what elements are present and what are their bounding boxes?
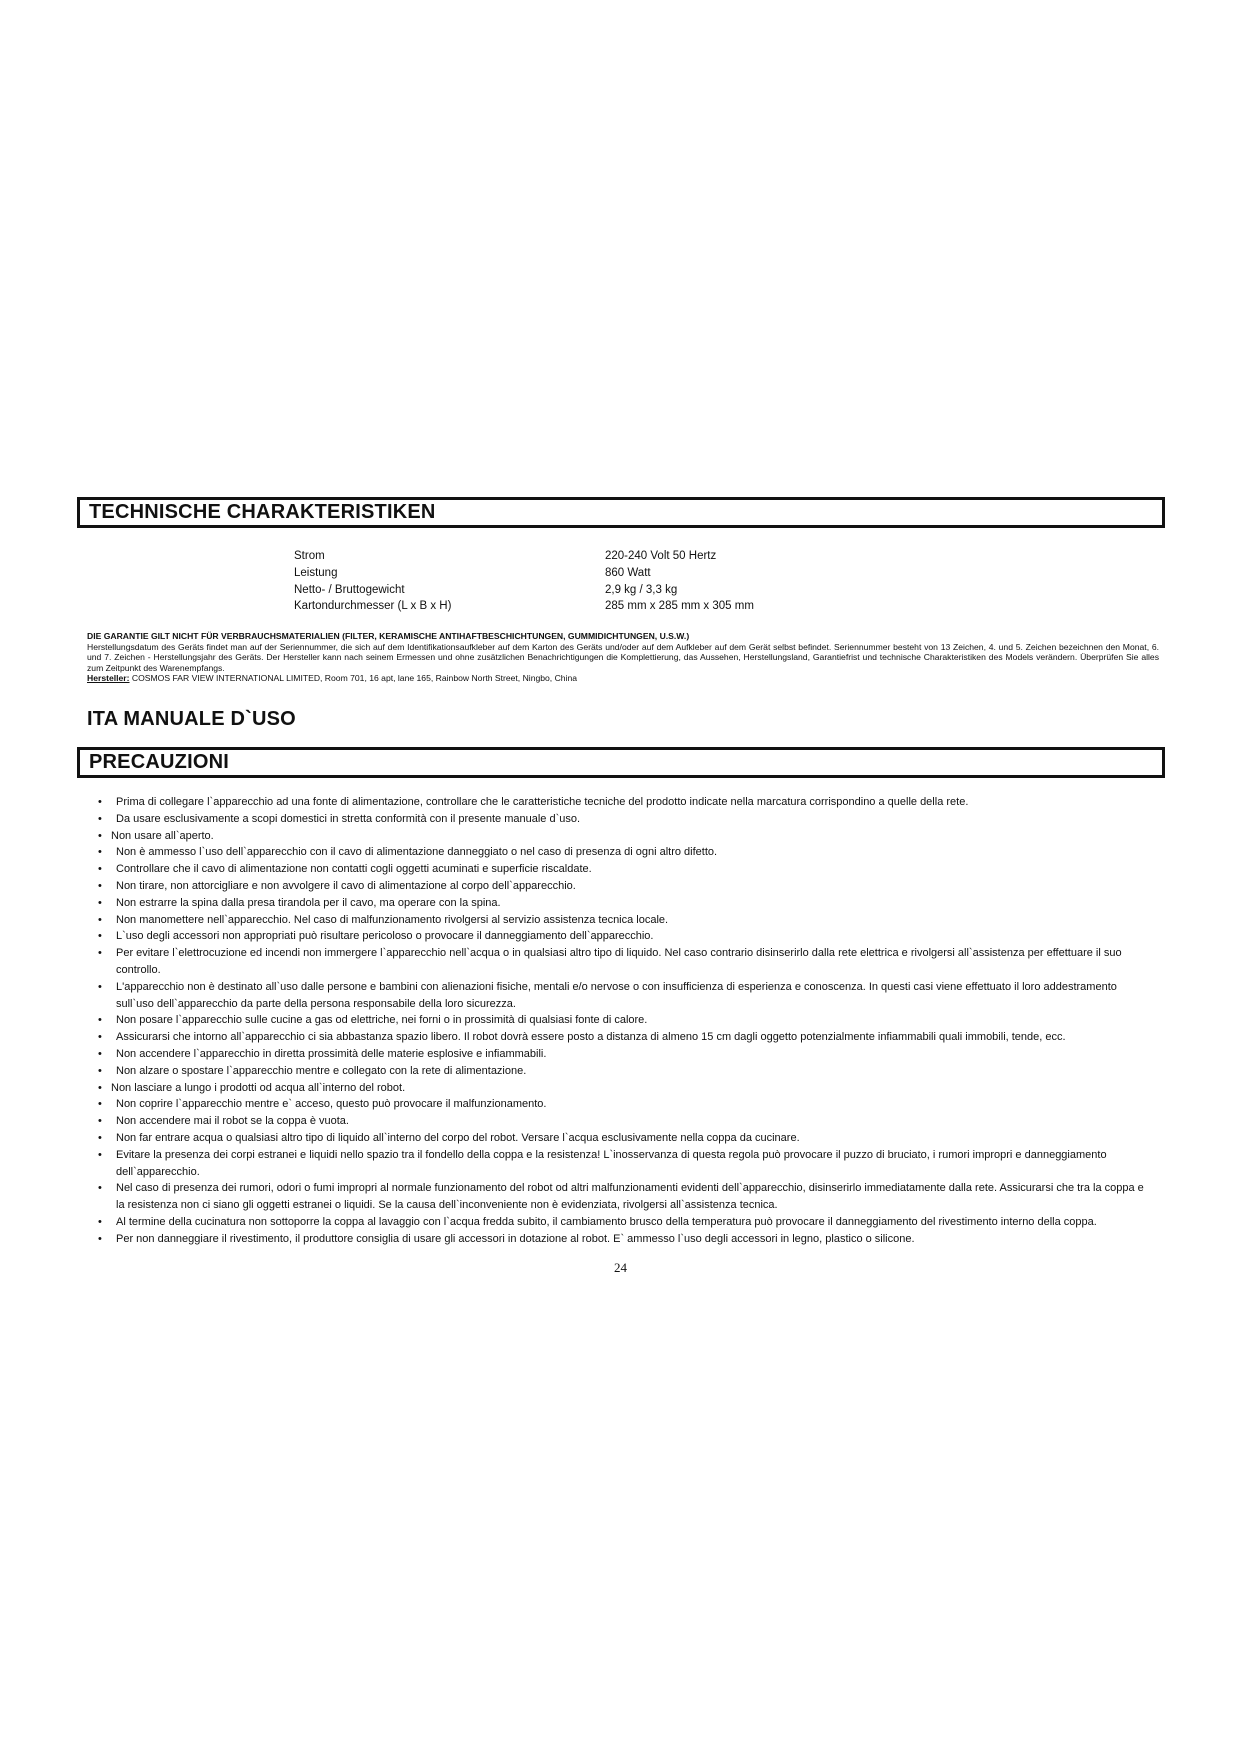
bullet-icon: •: [98, 1047, 102, 1060]
bullet-icon: •: [98, 796, 102, 808]
precaution-text: Non tirare, non attorcigliare e non avvolgere il cavo di alimentazione al corpo dell`apparecchio.: [116, 879, 576, 892]
precaution-text: Non è ammesso l`uso dell`apparecchio con il cavo di alimentazione danneggiato o nel caso di presenza di ogni altro difetto.: [116, 846, 718, 859]
spec-row: [294, 582, 754, 599]
manufacturer-text: COSMOS FAR VIEW INTERNATIONAL LIMITED, Room 701, 16 apt, lane 165, Rainbow North Street, Ningbo, China: [129, 673, 578, 683]
precaution-text: Non far entrare acqua o qualsiasi altro tipo di liquido all`interno del corpo del robot. Versare l`acqua esclusivamente nella coppa da cucinare.: [116, 1131, 800, 1144]
list-item: [96, 1096, 1146, 1113]
warranty-title: DIE GARANTIE GILT NICHT FÜR VERBRAUCHSMATERIALIEN (FILTER, KERAMISCHE ANTIHAFTBESCHICHTUNGEN, GUMMIDICHTUNGEN, U.S.W.): [87, 631, 690, 641]
bullet-icon: •: [98, 829, 102, 842]
technical-characteristics-header: TECHNISCHE CHARAKTERISTIKEN: [77, 497, 1165, 528]
bullet-icon: •: [98, 1215, 102, 1228]
list-item: [96, 1046, 1146, 1063]
bullet-icon: •: [98, 1081, 102, 1094]
precaution-text: L`uso degli accessori non appropriati può risultare pericoloso o provocare il danneggiamento dell`apparecchio.: [116, 930, 654, 943]
precaution-text: Controllare che il cavo di alimentazione non contatti cogli oggetti acuminati e superficie riscaldate.: [116, 863, 592, 876]
bullet-icon: •: [98, 812, 102, 825]
precaution-text: L'apparecchio non è destinato all`uso dalle persone e bambini con alienazioni fisiche, mentali e/o nervose o con insufficienza di esperienza e conoscenza. In questi casi viene effettuato il loro addestramento sull`uso dell`apparecchio da parte della persona responsabile della loro sicurezza.: [116, 980, 1117, 1010]
bullet-icon: •: [98, 930, 102, 943]
precaution-text: Non estrarre la spina dalla presa tirandola per il cavo, ma operare con la spina.: [116, 896, 501, 909]
list-item: [96, 794, 1146, 811]
bullet-icon: •: [98, 896, 102, 909]
bullet-icon: •: [98, 913, 102, 926]
spec-row: [294, 565, 754, 582]
precaution-text: Per evitare l`elettrocuzione ed incendi non immergere l`apparecchio nell`acqua o in qualsiasi altro tipo di liquido. Nel caso contrario disinserirlo dalla rete elettrica e rivolgersi all`assistenza per effettuare il suo controllo.: [116, 947, 1122, 976]
spec-label: Kartondurchmesser (L x B x H): [294, 600, 452, 612]
precaution-text: Non accendere l`apparecchio in diretta prossimità delle materie esplosive e infiammabili.: [116, 1047, 547, 1060]
list-item: [96, 979, 1146, 1013]
spec-row: [294, 548, 754, 565]
list-item: [96, 1180, 1146, 1214]
list-item: [96, 844, 1146, 861]
precaution-text: Non accendere mai il robot se la coppa è vuota.: [116, 1115, 349, 1128]
spec-label: Netto- / Bruttogewicht: [294, 584, 405, 596]
bullet-icon: •: [98, 1182, 102, 1195]
bullet-icon: •: [98, 846, 102, 859]
precaution-text: Assicurarsi che intorno all`apparecchio ci sia abbastanza spazio libero. Il robot dovrà essere posto a distanza di almeno 15 cm dagli oggetto potenzialmente infiammabili quali immobili, tende, ecc.: [116, 1031, 1066, 1044]
precaution-text: Non lasciare a lungo i prodotti od acqua all`interno del robot.: [111, 1081, 406, 1094]
bullet-icon: •: [98, 1115, 102, 1128]
bullet-icon: •: [98, 980, 102, 993]
list-item: [96, 828, 1146, 845]
list-item: [96, 878, 1146, 895]
list-item: [96, 1231, 1146, 1248]
ita-manual-title: ITA MANUALE D`USO: [87, 708, 296, 730]
precaution-text: Non posare l`apparecchio sulle cucine a gas od elettriche, nei forni o in prossimità di qualsiasi fonte di calore.: [116, 1014, 648, 1027]
list-item: [96, 1080, 1146, 1097]
spec-value: 220-240 Volt 50 Hertz: [605, 550, 717, 562]
precaution-text: Non alzare o spostare l`apparecchio mentre e collegato con la rete di alimentazione.: [116, 1064, 527, 1077]
page-number: 24: [614, 1260, 627, 1275]
precaution-text: Evitare la presenza dei corpi estranei e liquidi nello spazio tra il fondello della coppa e la resistenza! L`inosservanza di questa regola può provocare il puzzo di bruciato, i rumori impropri e danneggiamento dell`apparecchio.: [116, 1148, 1107, 1178]
precaution-text: Per non danneggiare il rivestimento, il produttore consiglia di usare gli accessori in dotazione al robot. E` ammesso l`uso degli accessori in legno, plastico o silicone.: [116, 1232, 915, 1245]
manufacturer-label: Hersteller:: [87, 673, 130, 683]
list-item: [96, 1147, 1146, 1181]
precaution-text: Al termine della cucinatura non sottoporre la coppa al lavaggio con l`acqua fredda subito, il cambiamento brusco della temperatura può provocare il danneggiamento del rivestimento interno della coppa.: [116, 1215, 1097, 1228]
spec-row: [294, 598, 754, 615]
manufacturer-line: [87, 673, 1159, 684]
bullet-icon: •: [98, 863, 102, 876]
warranty-notice: [87, 631, 1159, 684]
precaution-text: Non coprire l`apparecchio mentre e` acceso, questo può provocare il malfunzionamento.: [116, 1098, 547, 1111]
list-item: [96, 1029, 1146, 1046]
warranty-text: Herstellungsdatum des Geräts findet man auf der Seriennummer, die sich auf dem Identifikationsaufkleber auf dem Karton des Geräts und/oder auf dem Aufkleber auf dem Gerät selbst befindet. Seriennummer besteht von 13 Zeichen, 4. und 5. Zeichen bezeichnen den Monat, 6. und 7. Zeichen - Herstellungsjahr des Geräts. Der Hersteller kann nach seinem Ermessen und ohne zusätzlichen Benachrichtigungen die Komplettierung, das Aussehen, Herstellungsland, Garantiefrist und technische Charakteristiken des Models verändern. Überprüfen Sie alles zum Zeitpunkt des Warenempfangs.: [87, 641, 1159, 673]
list-item: [96, 1214, 1146, 1231]
list-item: [96, 945, 1146, 979]
spec-label: Leistung: [294, 567, 338, 579]
list-item: [96, 895, 1146, 912]
list-item: [96, 811, 1146, 828]
precaution-text: Non manomettere nell`apparecchio. Nel caso di malfunzionamento rivolgersi al servizio assistenza tecnica locale.: [116, 913, 669, 926]
list-item: [96, 861, 1146, 878]
list-item: [96, 1130, 1146, 1147]
bullet-icon: •: [98, 1014, 102, 1027]
spec-table: [294, 548, 754, 615]
precaution-text: Prima di collegare l`apparecchio ad una fonte di alimentazione, controllare che le caratteristiche tecniche del prodotto indicate nella marcatura corrispondino a quelle della rete.: [116, 796, 969, 808]
precautions-header: PRECAUZIONI: [77, 747, 1165, 778]
spec-value: 285 mm x 285 mm x 305 mm: [605, 600, 754, 612]
bullet-icon: •: [98, 1064, 102, 1077]
bullet-icon: •: [98, 1131, 102, 1144]
spec-value: 2,9 kg / 3,3 kg: [605, 584, 678, 596]
list-item: [96, 1063, 1146, 1080]
spec-value: 860 Watt: [605, 567, 651, 579]
bullet-icon: •: [98, 947, 102, 960]
list-item: [96, 1113, 1146, 1130]
precautions-list: [96, 794, 1146, 1248]
bullet-icon: •: [98, 1232, 102, 1245]
bullet-icon: •: [98, 1098, 102, 1111]
precaution-text: Non usare all`aperto.: [111, 829, 214, 842]
precaution-text: Da usare esclusivamente a scopi domestici in stretta conformità con il presente manuale d`uso.: [116, 812, 581, 825]
list-item: [96, 1012, 1146, 1029]
precaution-text: Nel caso di presenza dei rumori, odori o fumi impropri al normale funzionamento del robot od altri malfunzionamenti evidenti dell`apparecchio, disinserirlo immediatamente dalla rete. Assicurarsi che tra la coppa e la resistenza non ci siano gli oggetti estranei o liquidi. Se la causa dell`inconveniente non è evidenziata, rivolgersi all`assistenza tecnica.: [116, 1182, 1144, 1212]
list-item: [96, 912, 1146, 929]
bullet-icon: •: [98, 1148, 102, 1161]
bullet-icon: •: [98, 879, 102, 892]
spec-label: Strom: [294, 550, 325, 562]
list-item: [96, 928, 1146, 945]
bullet-icon: •: [98, 1031, 102, 1044]
